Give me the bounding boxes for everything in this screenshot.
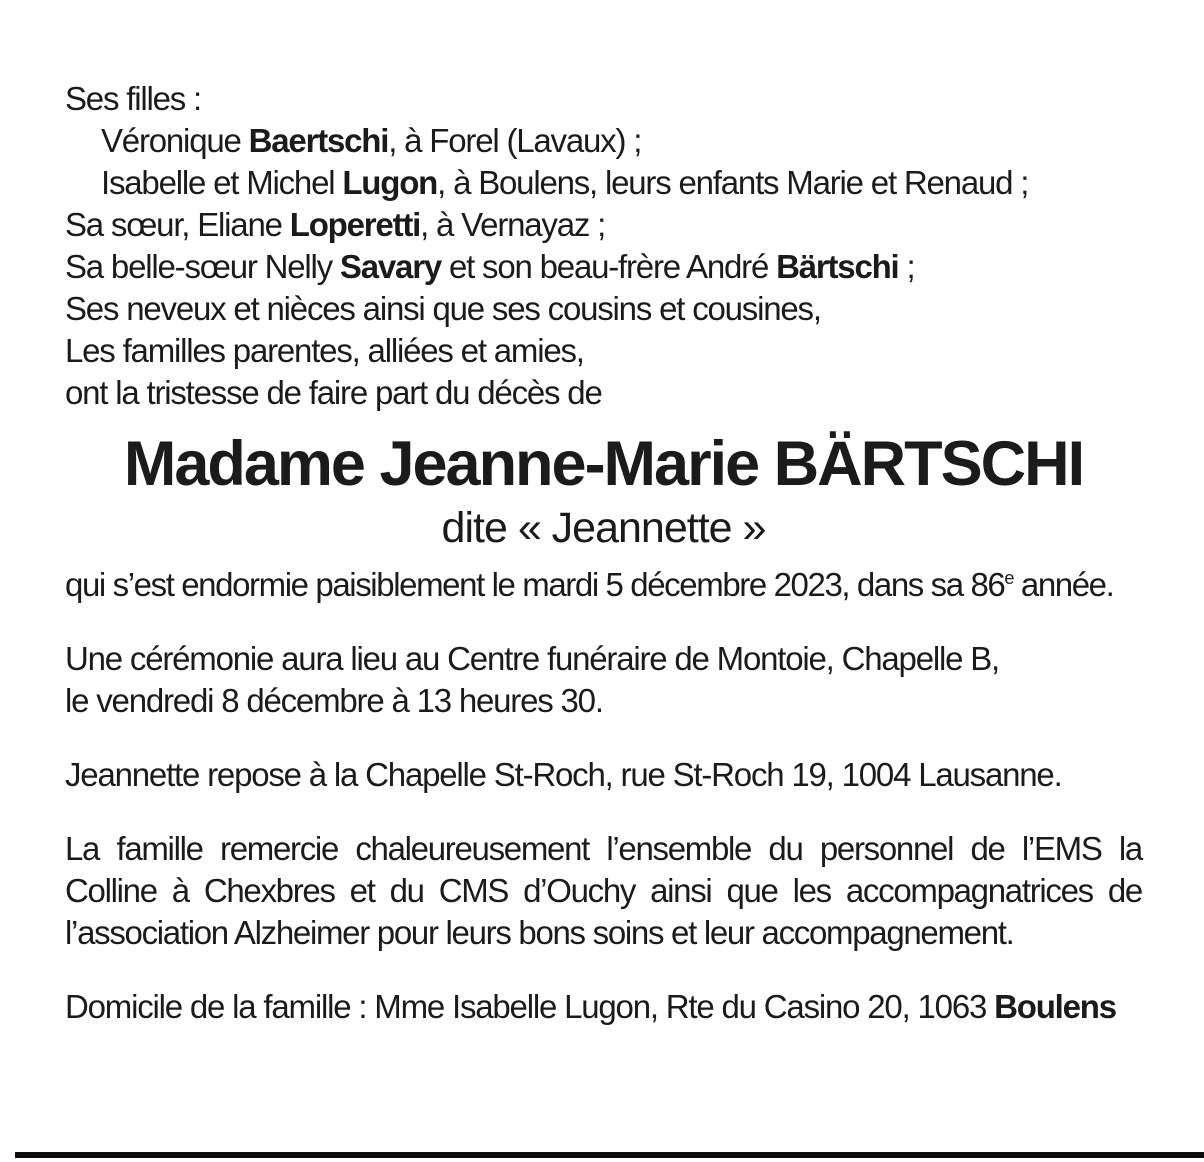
bold-text-segment: Loperetti — [289, 206, 421, 243]
family-line-relatives — [65, 330, 1142, 372]
family-line-in-laws — [65, 246, 1142, 288]
bold-text-segment: Bärtschi — [776, 248, 899, 285]
announcement-lead-line — [65, 372, 1142, 414]
text-segment: Sa sœur, Eliane — [65, 206, 290, 243]
family-line-daughter-2 — [65, 162, 1142, 204]
family-line-daughter-1 — [65, 120, 1142, 162]
text-segment: , à Boulens, leurs enfants Marie et Renaud ; — [437, 164, 1029, 201]
deceased-nickname: dite « Jeannette » — [441, 504, 766, 552]
text-segment: e — [1004, 568, 1014, 588]
repose-info: Jeannette repose à la Chapelle St-Roch, rue St-Roch 19, 1004 Lausanne. — [65, 756, 1062, 793]
death-date-line — [65, 564, 1142, 606]
ceremony-line-2: le vendredi 8 décembre à 13 heures 30. — [65, 682, 603, 719]
text-segment: , à Forel (Lavaux) ; — [388, 122, 642, 159]
ceremony-line-1: Une cérémonie aura lieu au Centre funéraire de Montoie, Chapelle B, — [65, 640, 1000, 677]
bottom-rule — [15, 1152, 1204, 1158]
bold-text-segment: Baertschi — [248, 122, 389, 159]
text-segment: Sa belle-sœur Nelly — [65, 248, 340, 285]
text-segment: Ses filles : — [65, 80, 201, 117]
ceremony-info — [65, 638, 1142, 722]
text-segment: Véronique — [101, 122, 249, 159]
text-segment: qui s’est endormie paisiblement le mardi 5 décembre 2023, dans sa 86 — [65, 566, 1005, 603]
text-segment: ont la tristesse de faire part du décès de — [65, 374, 602, 411]
text-segment: ; — [898, 248, 915, 285]
text-segment: Isabelle et Michel — [101, 164, 343, 201]
family-line-sister — [65, 204, 1142, 246]
text-segment: Ses neveux et nièces ainsi que ses cousins et cousines, — [65, 290, 821, 327]
text-segment: , à Vernayaz ; — [420, 206, 606, 243]
bold-text-segment: Lugon — [342, 164, 438, 201]
family-line-nephews — [65, 288, 1142, 330]
thanks-paragraph: La famille remercie chaleureusement l’ensemble du personnel de l’EMS la Colline à Chexbres et du CMS d’Ouchy ainsi que les accompagnatrices de l’association Alzheimer pour leurs bons soins et leur accompagnement. — [65, 830, 1142, 951]
text-segment: Domicile de la famille : Mme Isabelle Lugon, Rte du Casino 20, 1063 — [65, 988, 995, 1025]
family-address-line — [65, 986, 1142, 1028]
text-segment: et son beau-frère André — [441, 248, 777, 285]
text-segment: Les familles parentes, alliées et amies, — [65, 332, 584, 369]
text-segment: année. — [1013, 566, 1114, 603]
deceased-name-title: Madame Jeanne-Marie BÄRTSCHI — [123, 429, 1084, 499]
family-line-daughters-header — [65, 78, 1142, 120]
bold-text-segment: Savary — [339, 248, 441, 285]
bold-text-segment: Boulens — [994, 988, 1116, 1025]
